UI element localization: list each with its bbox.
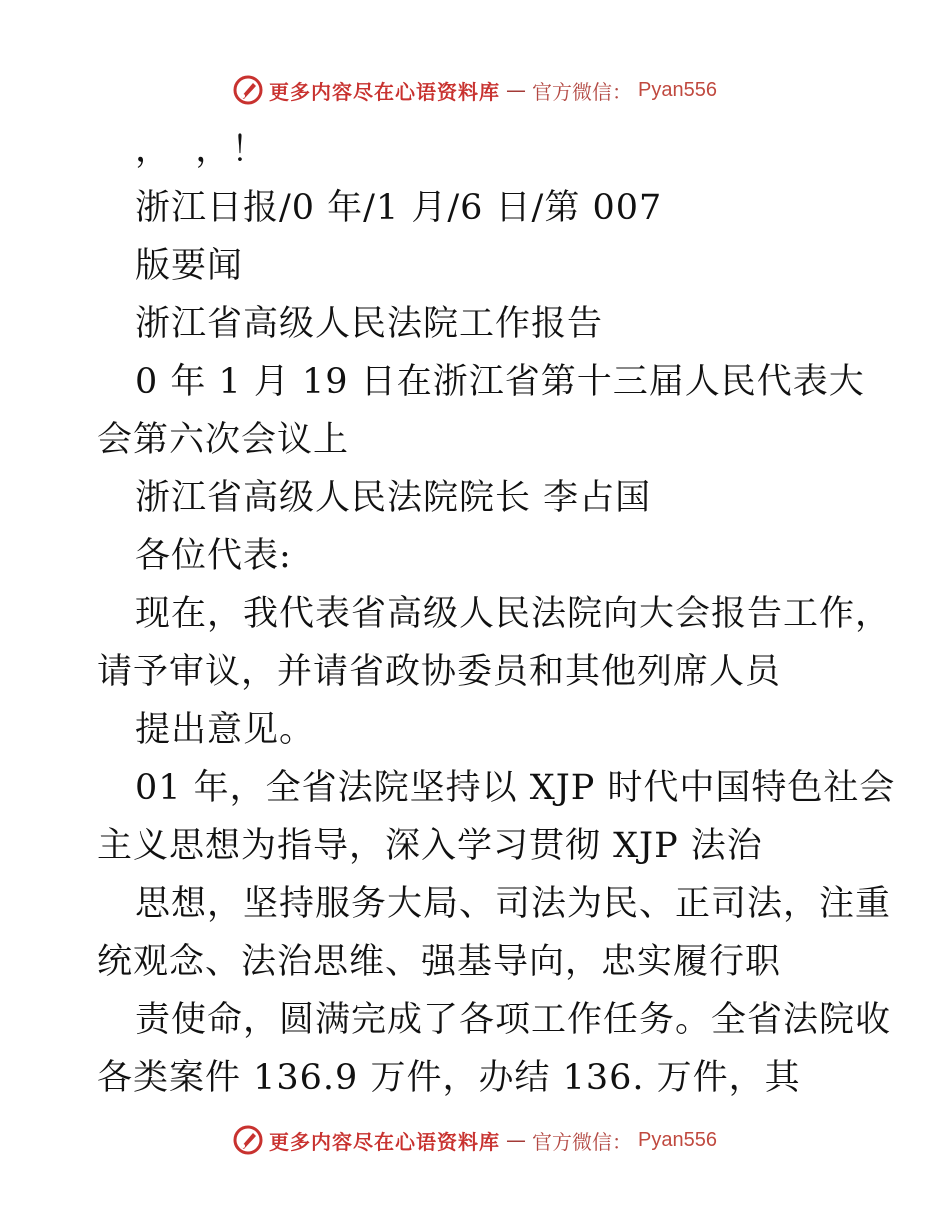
text-line: 版要闻 bbox=[135, 246, 244, 286]
watermark-footer bbox=[0, 1120, 950, 1160]
watermark-wechat-label: 官方微信： bbox=[532, 79, 633, 104]
text-line: 各类案件 136.9 万件，办结 136. 万件，其 bbox=[97, 1058, 801, 1098]
text-line: 思想，坚持服务大局、司法为民、正司法，注重 bbox=[135, 884, 892, 924]
text-line: 0 年 1 月 19 日在浙江省第十三届人民代表大 bbox=[135, 362, 865, 402]
text-line: 浙江日报/0 年/1 月/6 日/第 007 bbox=[135, 188, 663, 228]
text-line: 会第六次会议上 bbox=[97, 420, 350, 460]
watermark-main-text: 更多内容尽在心语资料库 bbox=[269, 1129, 501, 1154]
text-line: 浙江省高级人民法院院长 李占国 bbox=[135, 478, 652, 518]
watermark-header bbox=[0, 70, 950, 110]
text-line: 请予审议，并请省政协委员和其他列席人员 bbox=[97, 652, 782, 692]
text-line: ， ，！ bbox=[135, 130, 268, 170]
text-line: 责使命，圆满完成了各项工作任务。全省法院收 bbox=[135, 1000, 892, 1040]
text-line: 提出意见。 bbox=[135, 710, 316, 750]
quill-logo-icon bbox=[233, 1125, 263, 1155]
text-line: 主义思想为指导，深入学习贯彻 XJP 法治 bbox=[97, 826, 763, 866]
text-line: 统观念、法治思维、强基导向，忠实履行职 bbox=[97, 942, 782, 982]
quill-logo-icon bbox=[233, 75, 263, 105]
text-line: 各位代表: bbox=[135, 536, 292, 576]
watermark-main-text: 更多内容尽在心语资料库 bbox=[269, 79, 501, 104]
text-line: 现在，我代表省高级人民法院向大会报告工作， bbox=[135, 594, 892, 634]
watermark-dash: — bbox=[506, 78, 527, 102]
text-line: 浙江省高级人民法院工作报告 bbox=[135, 304, 604, 344]
watermark-dash: — bbox=[506, 1128, 527, 1152]
watermark-wechat-id: Pyan556 bbox=[638, 78, 717, 101]
text-line: 01 年，全省法院坚持以 XJP 时代中国特色社会 bbox=[135, 768, 896, 808]
watermark-wechat-label: 官方微信： bbox=[532, 1129, 633, 1154]
watermark-wechat-id: Pyan556 bbox=[638, 1128, 717, 1151]
